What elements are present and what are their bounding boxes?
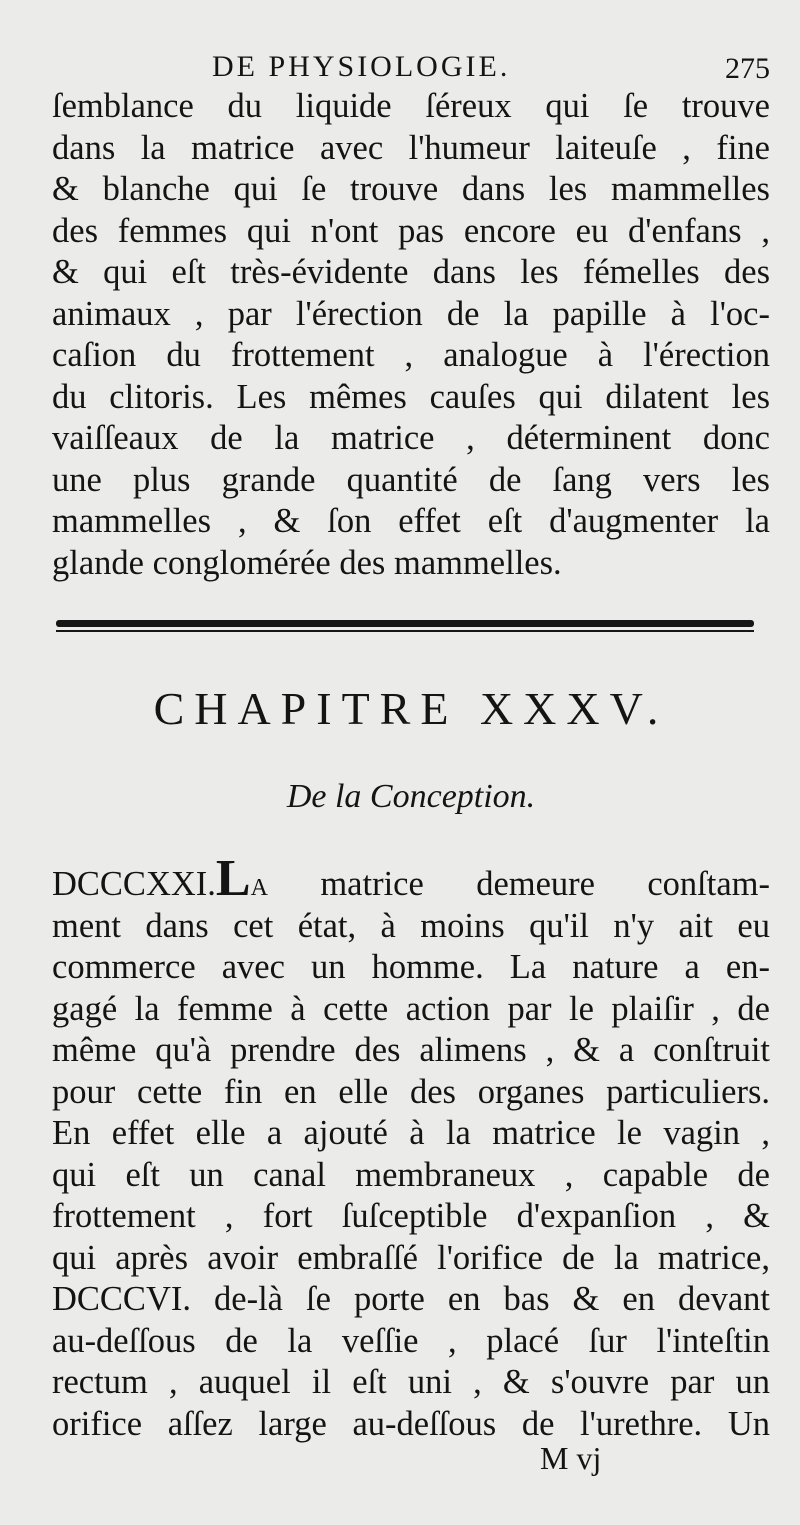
- chapter-title: CHAPITRE XXXV.: [153, 683, 669, 734]
- text-line: frottement , fort ſuſceptible d'expanſion , &: [52, 1197, 770, 1235]
- text-line: DCCCVI. de-là ſe porte en bas & en devant: [52, 1280, 770, 1318]
- text-line: ſemblance du liquide ſéreux qui ſe trouve: [52, 87, 770, 125]
- text-line: gagé la femme à cette action par le plaiſir , de: [52, 989, 770, 1028]
- top-paragraph: [52, 86, 770, 584]
- text-line: qui eſt un canal membraneux , capable de: [52, 1155, 770, 1194]
- text-line: des femmes qui n'ont pas encore eu d'enfans ,: [52, 211, 770, 250]
- section-divider-rule: [56, 620, 754, 632]
- text-line: animaux , par l'érection de la papille à l'oc-: [52, 294, 770, 333]
- paragraph-number: DCCCXXI.: [52, 865, 216, 903]
- text-line: mammelles , & ſon effet eſt d'augmenter la: [52, 502, 770, 540]
- drop-capital-rest: a: [250, 865, 268, 903]
- text-line: au-deſſous de la veſſie , placé ſur l'inteſtin: [52, 1321, 770, 1360]
- drop-capital: L: [215, 850, 251, 907]
- main-paragraph: [52, 850, 770, 1445]
- text-line: une plus grande quantité de ſang vers les: [52, 460, 770, 499]
- text-line: même qu'à prendre des alimens , & a conſtruit: [52, 1031, 770, 1069]
- text-line: ment dans cet état, à moins qu'il n'y ait eu: [52, 906, 770, 945]
- running-title: DE PHYSIOLOGIE.: [212, 50, 511, 83]
- text-line: dans la matrice avec l'humeur laiteuſe , fine: [52, 128, 770, 167]
- text-line: caſion du frottement , analogue à l'érection: [52, 336, 770, 374]
- text-line: vaiſſeaux de la matrice , déterminent donc: [52, 419, 770, 457]
- text-line: orifice aſſez large au-deſſous de l'urethre. Un: [52, 1404, 770, 1443]
- text-line: pour cette fin en elle des organes particuliers.: [52, 1072, 770, 1111]
- page-number: 275: [725, 52, 770, 85]
- divider-thin-line: [56, 630, 754, 632]
- text-line: du clitoris. Les mêmes cauſes qui dilatent les: [52, 377, 770, 416]
- signature-mark: M vj: [540, 1440, 602, 1476]
- text-line: & blanche qui ſe trouve dans les mammelles: [52, 170, 770, 208]
- text-line: En effet elle a ajouté à la matrice le vagin ,: [52, 1114, 770, 1152]
- text-line: qui après avoir embraſſé l'orifice de la matrice,: [52, 1238, 770, 1277]
- chapter-subtitle: De la Conception.: [286, 778, 536, 815]
- text-line: & qui eſt très-évidente dans les fémelles des: [52, 253, 770, 291]
- first-line-rest: matrice demeure conſtam-: [267, 865, 770, 903]
- divider-thick-line: [56, 620, 754, 627]
- running-head: [52, 50, 770, 90]
- text-line: rectum , auquel il eſt uni , & s'ouvre par un: [52, 1363, 770, 1401]
- text-line: commerce avec un homme. La nature a en-: [52, 948, 770, 986]
- text-line: glande conglomérée des mammelles.: [52, 543, 562, 582]
- text-line-first: [52, 850, 770, 907]
